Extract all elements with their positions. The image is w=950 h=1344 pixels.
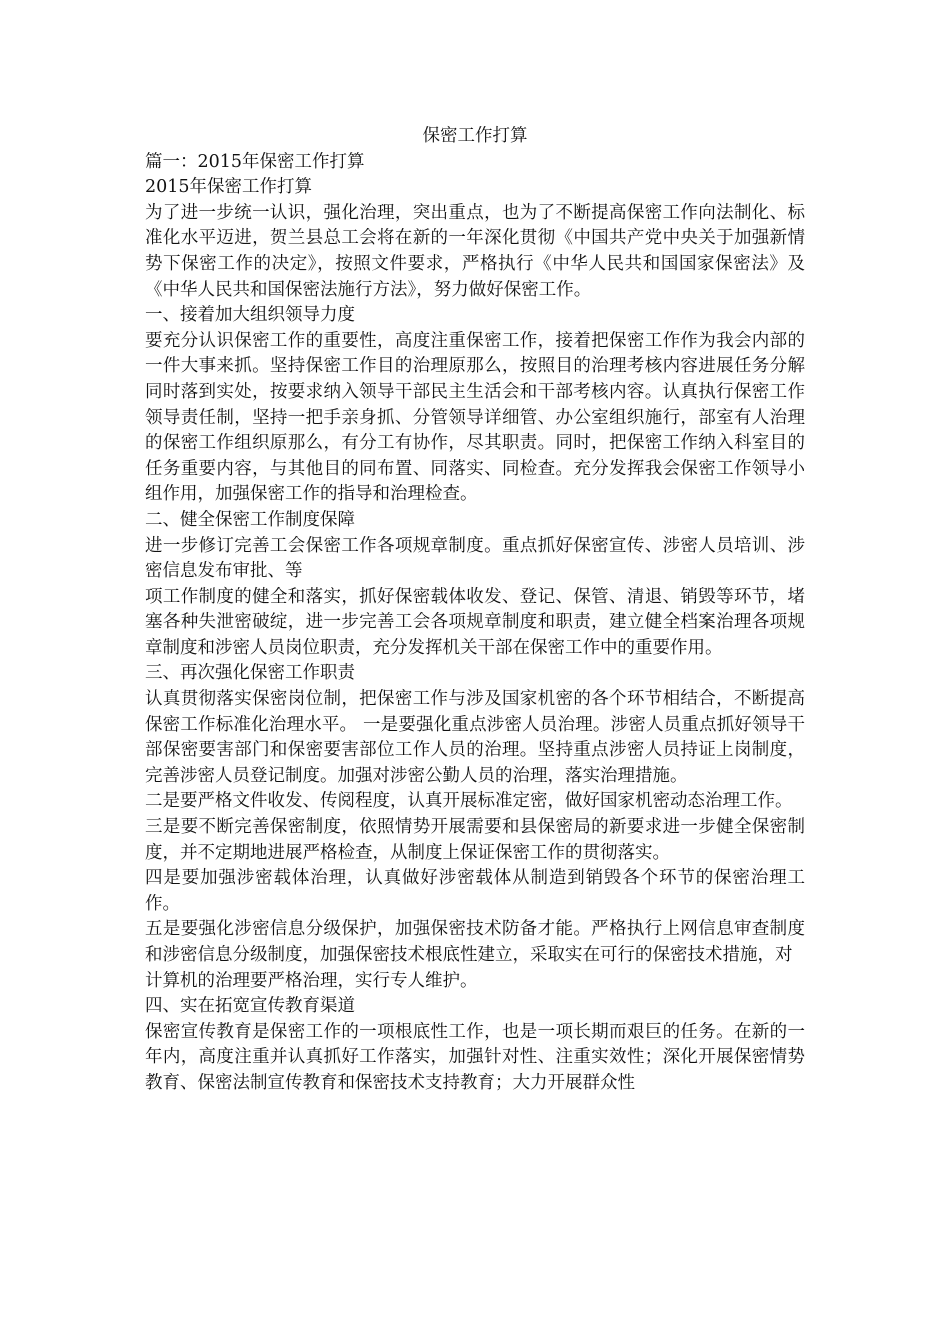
paragraph-part-3-intro: 认真贯彻落实保密岗位制，把保密工作与涉及国家机密的各个环节相结合，不断提高保密工作标准化治理水平。 一是要强化重点涉密人员治理。涉密人员重点抓好领导干部保密要害部门和保密要害部位工作人员的治理。坚持重点涉密人员持证上岗制度，完善涉密人员登记制度。加强对涉密公勤人员的治理，落实治理措施。 xyxy=(145,689,805,786)
heading-part-4: 四、实在拓宽宣传教育渠道 xyxy=(145,996,355,1017)
paragraph-part-3-item4: 四是要加强涉密载体治理，认真做好涉密载体从制造到销毁各个环节的保密治理工作。 xyxy=(145,868,805,914)
paragraph-part-2a: 进一步修订完善工会保密工作各项规章制度。重点抓好保密宣传、涉密人员培训、涉密信息发布审批、等 xyxy=(145,535,805,582)
paragraph-part-3-item5: 五是要强化涉密信息分级保护，加强保密技术防备才能。严格执行上网信息审查制度和涉密信息分级制度，加强保密技术根底性建立，采取实在可行的保密技术措施，对 xyxy=(145,919,805,965)
paragraph-section-header: 篇一：2015年保密工作打算 xyxy=(145,151,365,172)
paragraph-part-2b: 项工作制度的健全和落实，抓好保密载体收发、登记、保管、清退、销毁等环节，堵塞各种失泄密破绽，进一步完善工会各项规章制度和职责，建立健全档案治理各项规章制度和涉密人员岗位职责，充分发挥机关干部在保密工作中的重要作用。 xyxy=(145,586,805,658)
paragraph-part-3-item2: 二是要严格文件收发、传阅程度，认真开展标准定密，做好国家机密动态治理工作。 xyxy=(145,791,793,812)
paragraph-part-1: 要充分认识保密工作的重要性，高度注重保密工作，接着把保密工作作为我会内部的一件大事来抓。坚持保密工作目的治理原那么，按照目的治理考核内容进展任务分解同时落到实处，按要求纳入领导干部民主生活会和干部考核内容。认真执行保密工作领导责任制，坚持一把手亲身抓、分管领导详细管、办公室组织施行，部室有人治理的保密工作组织原那么，有分工有协作，尽其职责。同时，把保密工作纳入科室目的任务重要内容，与其他目的同布置、同落实、同检查。充分发挥我会保密工作领导小组作用，加强保密工作的指导和治理检查。 xyxy=(145,330,805,505)
document-page xyxy=(145,124,805,1097)
paragraph-intro: 为了进一步统一认识，强化治理，突出重点，也为了不断提高保密工作向法制化、标准化水平迈进，贺兰县总工会将在新的一年深化贯彻《中国共产党中央关于加强新情势下保密工作的决定》，按照文件要求，严格执行《中华人民共和国国家保密法》及《中华人民共和国保密法施行方法》，努力做好保密工作。 xyxy=(145,202,805,300)
heading-part-3: 三、再次强化保密工作职责 xyxy=(145,663,355,684)
heading-part-1: 一、接着加大组织领导力度 xyxy=(145,305,355,326)
paragraph-part-3-item5-cont: 计算机的治理要严格治理，实行专人维护。 xyxy=(145,970,478,991)
paragraph-part-4: 保密宣传教育是保密工作的一项根底性工作，也是一项长期而艰巨的任务。在新的一年内，高度注重并认真抓好工作落实，加强针对性、注重实效性；深化开展保密情势教育、保密法制宣传教育和保密技术支持教育；大力开展群众性 xyxy=(145,1021,805,1093)
paragraph-part-3-item3: 三是要不断完善保密制度，依照情势开展需要和县保密局的新要求进一步健全保密制度，并不定期地进展严格检查，从制度上保证保密工作的贯彻落实。 xyxy=(145,817,805,863)
document-title: 保密工作打算 xyxy=(422,126,528,146)
paragraph-subtitle: 2015年保密工作打算 xyxy=(145,177,313,198)
heading-part-2: 二、健全保密工作制度保障 xyxy=(145,509,355,530)
